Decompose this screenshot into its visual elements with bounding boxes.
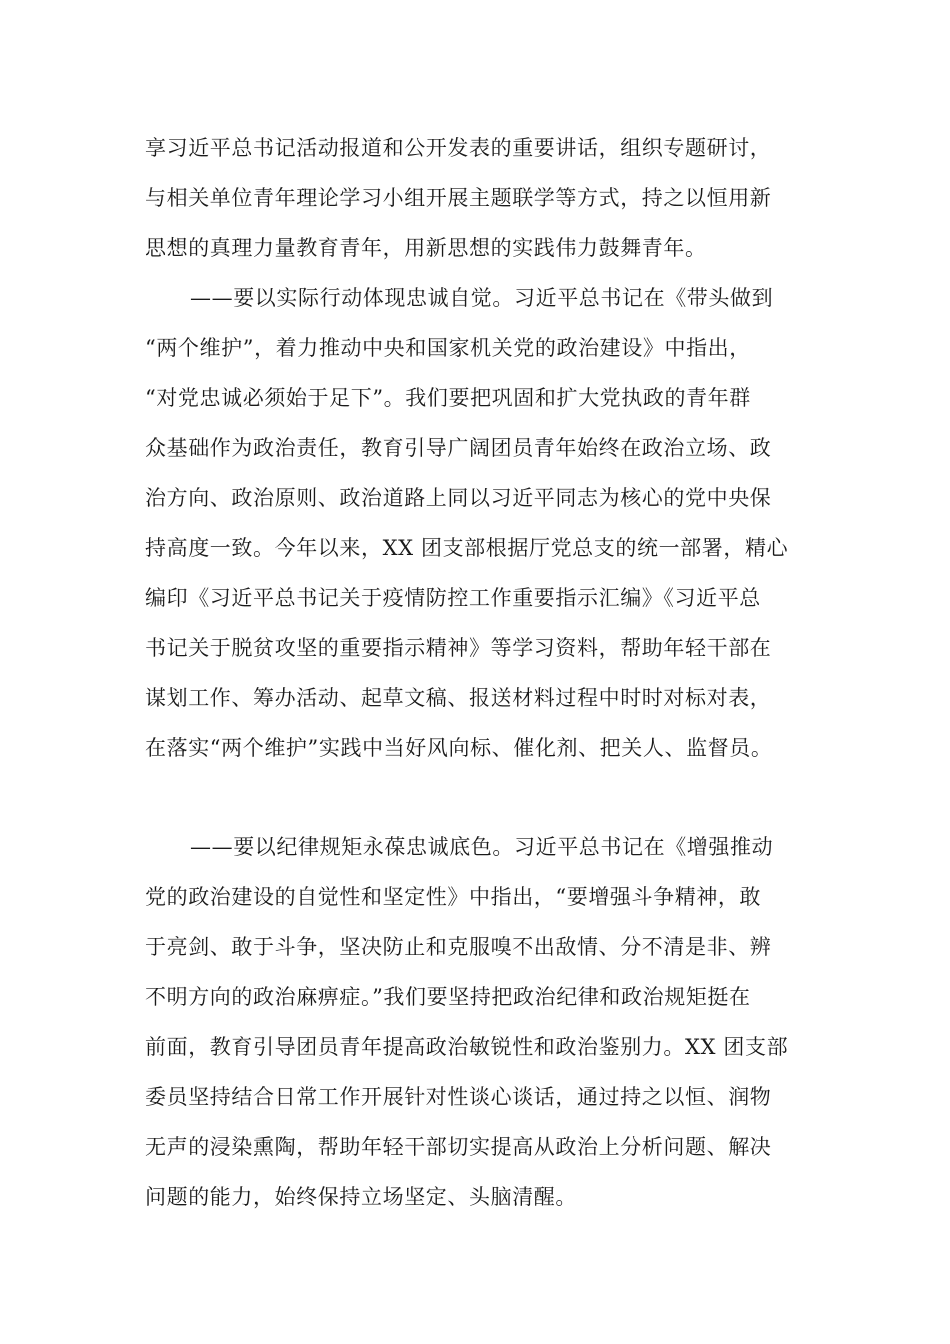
- paragraph-3-line-5: 前面，教育引导团员青年提高政治敏锐性和政治鉴别力。XX 团支部: [145, 1035, 789, 1059]
- paragraph-3-line-7: 无声的浸染熏陶，帮助年轻干部切实提高从政治上分析问题、解决: [145, 1135, 772, 1159]
- paragraph-2-line-2: “两个维护”，着力推动中央和国家机关党的政治建设》中指出，: [145, 336, 751, 360]
- paragraph-3-line-1: ——要以纪律规矩永葆忠诚底色。习近平总书记在《增强推动: [190, 835, 774, 859]
- paragraph-3-line-4: 不明方向的政治麻痹症。”我们要坚持把政治纪律和政治规矩挺在: [145, 985, 751, 1009]
- paragraph-2-line-1: ——要以实际行动体现忠诚自觉。习近平总书记在《带头做到: [190, 286, 774, 310]
- paragraph-3-line-2: 党的政治建设的自觉性和坚定性》中指出，“要增强斗争精神，敢: [145, 885, 762, 909]
- paragraph-3-line-8: 问题的能力，始终保持立场坚定、头脑清醒。: [145, 1185, 577, 1209]
- paragraph-1-line-1: 享习近平总书记活动报道和公开发表的重要讲话，组织专题研讨，: [145, 136, 772, 160]
- paragraph-1-line-2: 与相关单位青年理论学习小组开展主题联学等方式，持之以恒用新: [145, 186, 772, 210]
- paragraph-2-line-7: 编印《习近平总书记关于疫情防控工作重要指示汇编》《习近平总: [145, 586, 761, 610]
- paragraph-2-line-6: 持高度一致。今年以来，XX 团支部根据厅党总支的统一部署，精心: [145, 536, 789, 560]
- paragraph-1-line-3: 思想的真理力量教育青年，用新思想的实践伟力鼓舞青年。: [145, 236, 707, 260]
- paragraph-2-line-5: 治方向、政治原则、政治道路上同以习近平同志为核心的党中央保: [145, 486, 772, 510]
- paragraph-2-line-9: 谋划工作、筹办活动、起草文稿、报送材料过程中时时对标对表，: [145, 686, 772, 710]
- paragraph-2-line-3: “对党忠诚必须始于足下”。我们要把巩固和扩大党执政的青年群: [145, 386, 751, 410]
- paragraph-2-line-10: 在落实“两个维护”实践中当好风向标、催化剂、把关人、监督员。: [145, 736, 773, 760]
- paragraph-2-line-8: 书记关于脱贫攻坚的重要指示精神》等学习资料，帮助年轻干部在: [145, 636, 772, 660]
- paragraph-3-line-6: 委员坚持结合日常工作开展针对性谈心谈话，通过持之以恒、润物: [145, 1085, 772, 1109]
- paragraph-3-line-3: 于亮剑、敢于斗争，坚决防止和克服嗅不出敌情、分不清是非、辨: [145, 935, 772, 959]
- paragraph-2-line-4: 众基础作为政治责任，教育引导广阔团员青年始终在政治立场、政: [145, 436, 772, 460]
